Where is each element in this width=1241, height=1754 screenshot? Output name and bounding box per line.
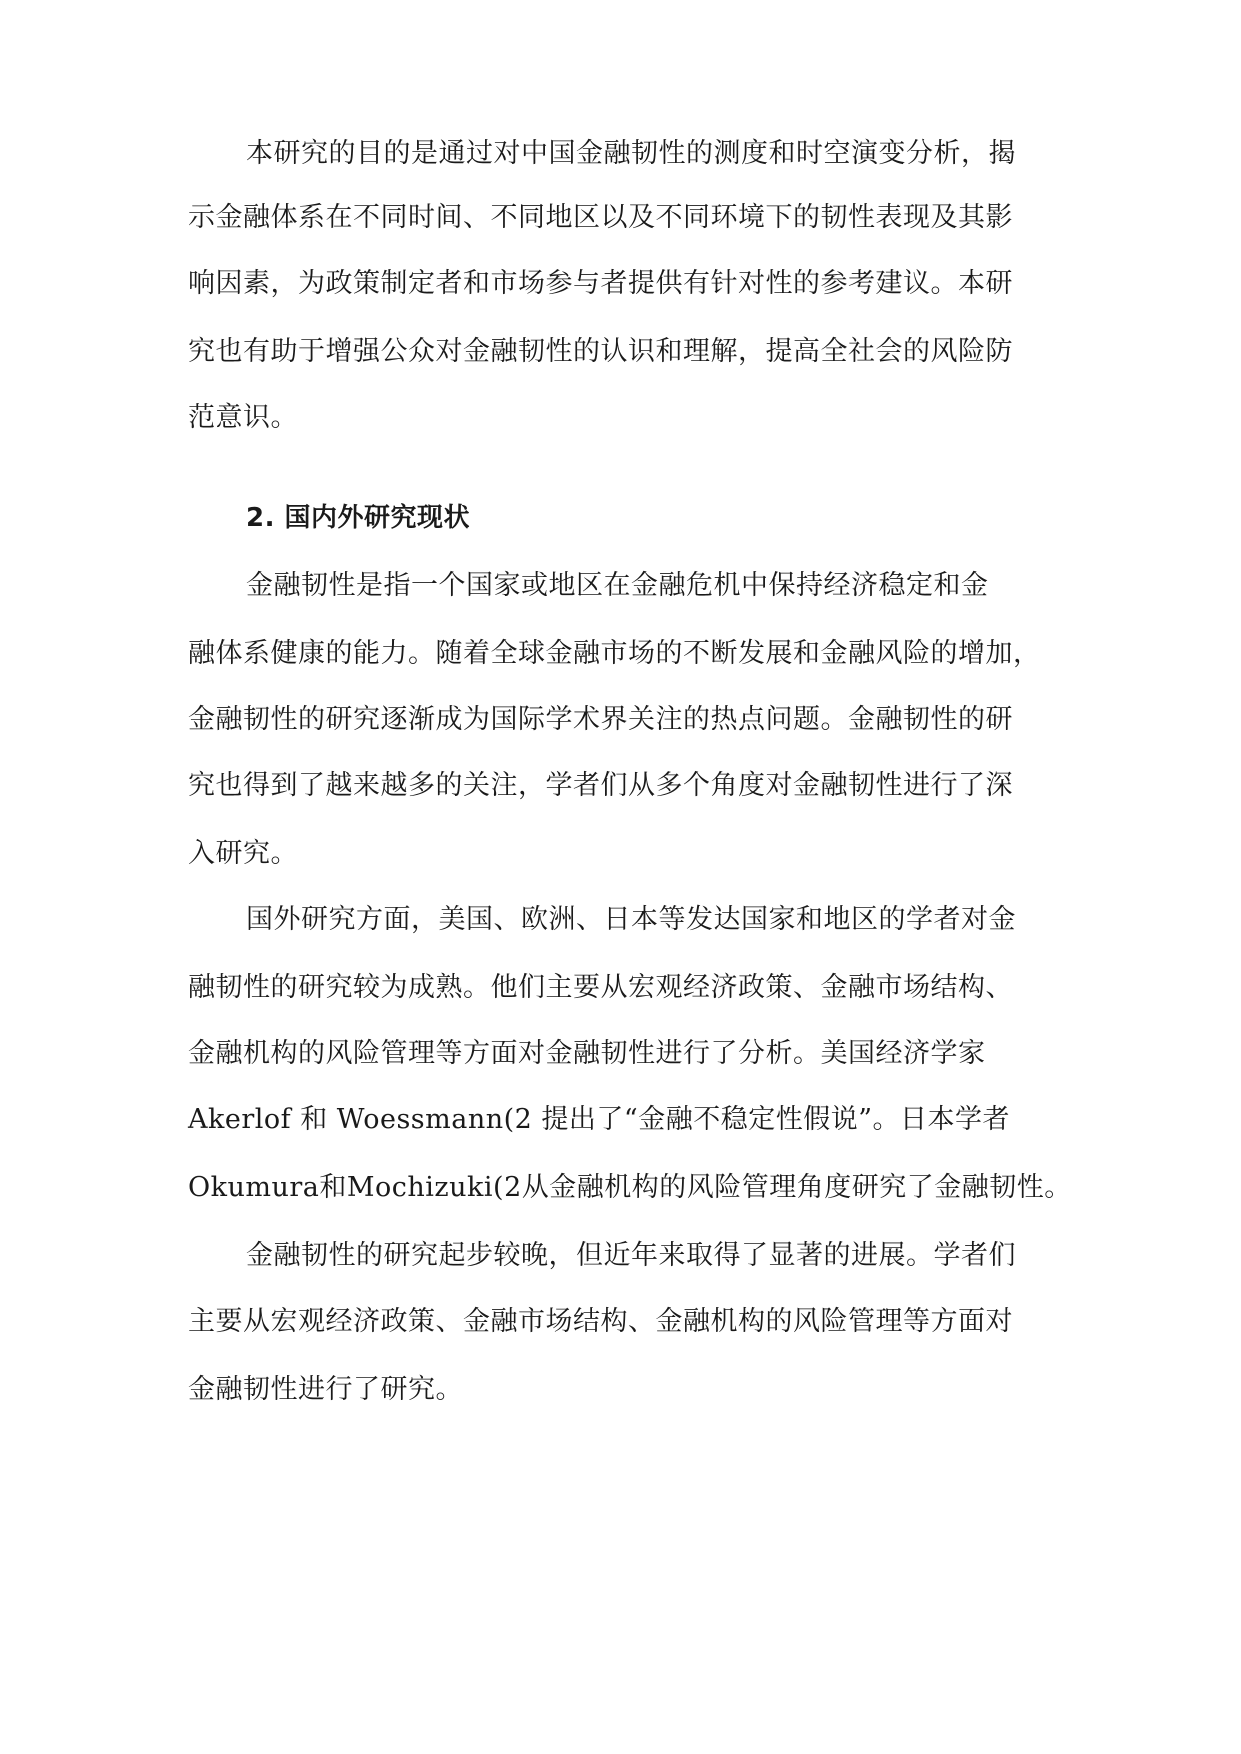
paragraph-3-line-1: 国外研究方面，美国、欧洲、日本等发达国家和地区的学者对金 [246,904,1016,935]
paragraph-2-line-4: 究也得到了越来越多的关注，学者们从多个角度对金融韧性进行了深 [188,770,1013,801]
paragraph-1-line-3: 响因素，为政策制定者和市场参与者提供有针对性的参考建议。本研 [188,268,1013,299]
paragraph-1-line-5: 范意识。 [188,402,298,433]
paragraph-2-line-1: 金融韧性是指一个国家或地区在金融危机中保持经济稳定和金 [246,570,989,601]
paragraph-1-line-2: 示金融体系在不同时间、不同地区以及不同环境下的韧性表现及其影 [188,202,1013,233]
paragraph-2-line-5: 入研究。 [188,838,298,869]
paragraph-4-line-2: 主要从宏观经济政策、金融市场结构、金融机构的风险管理等方面对 [188,1306,1013,1337]
paragraph-1-line-4: 究也有助于增强公众对金融韧性的认识和理解，提高全社会的风险防 [188,336,1013,367]
paragraph-3-line-2: 融韧性的研究较为成熟。他们主要从宏观经济政策、金融市场结构、 [188,972,1013,1003]
paragraph-1-line-1: 本研究的目的是通过对中国金融韧性的测度和时空演变分析，揭 [246,138,1016,169]
paragraph-2-line-3: 金融韧性的研究逐渐成为国际学术界关注的热点问题。金融韧性的研 [188,704,1013,735]
paragraph-3-line-4: Akerlof 和 Woessmann(2 提出了“金融不稳定性假说”。日本学者 [188,1104,1011,1135]
paragraph-2-line-2: 融体系健康的能力。随着全球金融市场的不断发展和金融风险的增加， [188,638,1041,669]
section-heading: 2. 国内外研究现状 [246,503,471,533]
paragraph-4-line-1: 金融韧性的研究起步较晚，但近年来取得了显著的进展。学者们 [246,1240,1016,1271]
paragraph-3-line-5: Okumura和Mochizuki(2从金融机构的风险管理角度研究了金融韧性。 [188,1172,1072,1203]
paragraph-4-line-3: 金融韧性进行了研究。 [188,1374,463,1405]
paragraph-3-line-3: 金融机构的风险管理等方面对金融韧性进行了分析。美国经济学家 [188,1038,986,1069]
